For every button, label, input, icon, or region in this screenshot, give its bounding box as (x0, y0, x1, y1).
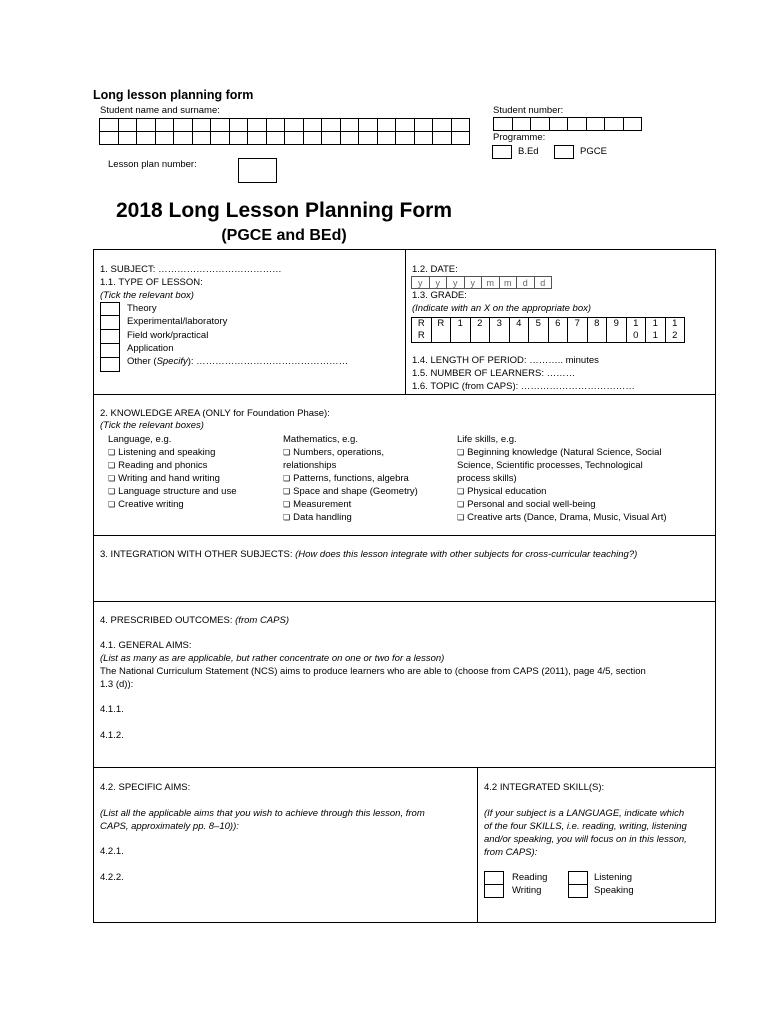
skills-note-3: and/or speaking, you will focus on in this lesson, (484, 834, 687, 845)
outcomes-heading (100, 614, 289, 627)
date-digit-box[interactable]: y (446, 276, 465, 289)
lang-listening[interactable]: ❏ Listening and speaking (108, 446, 236, 459)
grade-cell[interactable]: 9 (606, 317, 627, 330)
grade-cell[interactable]: 6 (548, 317, 569, 330)
writing-label: Writing (512, 885, 542, 896)
name-char-box[interactable] (377, 118, 397, 132)
lesson-plan-number-label: Lesson plan number: (108, 159, 197, 170)
ncs-statement-line-1: The National Curriculum Statement (NCS) aims to produce learners who are able to (choose from CAPS (2011), page 4/5, section (100, 666, 646, 677)
lesson-type-application: Application (127, 343, 174, 354)
name-char-box[interactable] (173, 131, 193, 145)
student-number-digit-box[interactable] (623, 117, 643, 131)
specific-aim-2[interactable]: 4.2.2. (100, 872, 124, 883)
lang-creative[interactable]: ❏ Creative writing (108, 498, 236, 511)
date-boxes[interactable] (412, 276, 552, 289)
general-aim-1[interactable]: 4.1.1. (100, 704, 124, 715)
life-beginning-knowledge[interactable]: ❏ Beginning knowledge (Natural Science, Social (457, 446, 667, 459)
life-personal[interactable]: ❏ Personal and social well-being (457, 498, 667, 511)
name-char-box[interactable] (173, 118, 193, 132)
grade-cell[interactable]: 1 (450, 317, 471, 330)
lesson-type-tick-note: (Tick the relevant box) (100, 290, 194, 301)
grade-note: (Indicate with an X on the appropriate box) (412, 303, 592, 314)
skills-note-4: from CAPS): (484, 847, 538, 858)
name-char-box[interactable] (340, 118, 360, 132)
grade-cell[interactable]: 4 (509, 317, 530, 330)
math-measurement[interactable]: ❏ Measurement (283, 498, 418, 511)
mathematics-list[interactable] (283, 433, 418, 524)
grade-cell[interactable] (431, 330, 452, 343)
name-char-box[interactable] (303, 118, 323, 132)
specific-aims-heading: 4.2. SPECIFIC AIMS: (100, 782, 191, 793)
math-patterns[interactable]: ❏ Patterns, functions, algebra (283, 472, 418, 485)
grade-cell[interactable]: 2 (665, 330, 686, 343)
name-char-box[interactable] (136, 131, 156, 145)
student-number-digit-box[interactable] (493, 117, 513, 131)
section-2-knowledge-area (93, 394, 716, 536)
subject-field[interactable]: 1. SUBJECT: ………………………………… (100, 264, 282, 275)
date-digit-box[interactable]: y (464, 276, 483, 289)
name-char-box[interactable] (99, 118, 119, 132)
name-char-box[interactable] (210, 131, 230, 145)
name-char-box[interactable] (99, 131, 119, 145)
section-3-integration[interactable] (93, 535, 716, 602)
general-aims-heading: 4.1. GENERAL AIMS: (100, 640, 192, 651)
name-char-box[interactable] (284, 131, 304, 145)
grade-cell[interactable] (528, 330, 549, 343)
grade-cell[interactable]: 3 (489, 317, 510, 330)
grade-cell[interactable] (606, 330, 627, 343)
name-char-box[interactable] (414, 131, 434, 145)
section-4-2-aims-skills (93, 767, 716, 923)
name-char-box[interactable] (210, 118, 230, 132)
name-char-box[interactable] (377, 131, 397, 145)
date-digit-box[interactable]: m (481, 276, 500, 289)
outcomes-title: 4. PRESCRIBED OUTCOMES: (100, 615, 233, 626)
name-char-box[interactable] (321, 118, 341, 132)
other-prefix: Other ( (127, 356, 157, 367)
grade-cell[interactable] (567, 330, 588, 343)
grade-cell[interactable]: 1 (665, 317, 686, 330)
integrated-skills-heading: 4.2 INTEGRATED SKILL(S): (484, 782, 605, 793)
grade-cell[interactable]: 8 (587, 317, 608, 330)
life-beginning-cont-1: Science, Scientific processes, Technological (457, 460, 643, 471)
lang-writing[interactable]: ❏ Writing and hand writing (108, 472, 236, 485)
programme-pgce-checkbox[interactable] (554, 145, 574, 159)
name-char-box[interactable] (395, 118, 415, 132)
life-beginning-cont-2: process skills) (457, 473, 517, 484)
listening-checkbox[interactable] (568, 871, 588, 885)
life-skills-list[interactable] (457, 433, 667, 524)
grade-cell[interactable] (509, 330, 530, 343)
name-char-box[interactable] (229, 131, 249, 145)
name-char-box[interactable] (155, 131, 175, 145)
life-skills-title: Life skills, e.g. (457, 434, 517, 445)
outcomes-note: (from CAPS) (235, 615, 289, 626)
date-digit-box[interactable]: y (429, 276, 448, 289)
topic-field[interactable]: 1.6. TOPIC (from CAPS): ……………………………… (412, 381, 635, 392)
listening-label: Listening (594, 872, 633, 883)
date-digit-box[interactable]: m (499, 276, 518, 289)
specific-aims-note-2: CAPS, approximately pp. 8–10)): (100, 821, 239, 832)
name-char-box[interactable] (358, 131, 378, 145)
other-suffix: ): ………………………………………… (187, 356, 349, 367)
form-subtitle: (PGCE and BEd) (221, 227, 347, 244)
skills-note-2: of the four SKILLS, i.e. reading, writing, listening (484, 821, 687, 832)
integration-heading (100, 548, 637, 561)
name-char-box[interactable] (118, 131, 138, 145)
writing-checkbox[interactable] (484, 884, 504, 898)
name-char-box[interactable] (395, 131, 415, 145)
grade-cell[interactable] (450, 330, 471, 343)
name-char-box[interactable] (451, 131, 471, 145)
grade-cell[interactable]: 0 (626, 330, 647, 343)
student-number-digit-box[interactable] (549, 117, 569, 131)
grade-cell[interactable]: 5 (528, 317, 549, 330)
name-char-box[interactable] (229, 118, 249, 132)
grade-cell[interactable]: R (411, 330, 432, 343)
grade-cell[interactable]: R (411, 317, 432, 330)
form-title: 2018 Long Lesson Planning Form (115, 199, 453, 222)
grade-cell[interactable]: 1 (645, 317, 666, 330)
math-numbers[interactable]: ❏ Numbers, operations, (283, 446, 418, 459)
grade-label: 1.3. GRADE: (412, 290, 467, 301)
name-char-box[interactable] (155, 118, 175, 132)
lang-structure[interactable]: ❏ Language structure and use (108, 485, 236, 498)
name-char-box[interactable] (284, 118, 304, 132)
general-aim-2[interactable]: 4.1.2. (100, 730, 124, 741)
name-char-box[interactable] (451, 118, 471, 132)
general-aims-note: (List as many as are applicable, but rather concentrate on one or two for a lesson) (100, 653, 445, 664)
grade-cell[interactable] (489, 330, 510, 343)
life-creative-arts[interactable]: ❏ Creative arts (Dance, Drama, Music, Visual Art) (457, 511, 667, 524)
section-4-outcomes[interactable] (93, 601, 716, 768)
programme-label: Programme: (493, 132, 546, 143)
student-number-digit-box[interactable] (586, 117, 606, 131)
programme-bed-checkbox[interactable] (492, 145, 512, 159)
grade-grid[interactable] (412, 316, 685, 343)
name-char-box[interactable] (136, 118, 156, 132)
programme-bed-label: B.Ed (518, 146, 539, 157)
name-char-box[interactable] (321, 131, 341, 145)
language-title: Language, e.g. (108, 434, 172, 445)
name-char-box[interactable] (192, 131, 212, 145)
student-number-boxes[interactable] (494, 117, 642, 131)
programme-pgce-label: PGCE (580, 146, 607, 157)
date-digit-box[interactable]: d (516, 276, 535, 289)
reading-label: Reading (512, 872, 548, 883)
name-char-box[interactable] (192, 118, 212, 132)
math-space[interactable]: ❏ Space and shape (Geometry) (283, 485, 418, 498)
integration-note: (How does this lesson integrate with other subjects for cross-curricular teaching?) (295, 549, 638, 560)
lesson-type-other[interactable] (127, 355, 348, 368)
grade-cell[interactable] (587, 330, 608, 343)
math-data[interactable]: ❏ Data handling (283, 511, 418, 524)
student-number-digit-box[interactable] (512, 117, 532, 131)
name-char-box[interactable] (432, 131, 452, 145)
speaking-checkbox[interactable] (568, 884, 588, 898)
name-char-box[interactable] (247, 131, 267, 145)
date-digit-box[interactable]: d (534, 276, 553, 289)
grade-cell[interactable]: 1 (645, 330, 666, 343)
lesson-type-label: 1.1. TYPE OF LESSON: (100, 277, 203, 288)
grade-cell[interactable] (470, 330, 491, 343)
student-name-label: Student name and surname: (100, 105, 220, 116)
grade-cell[interactable]: 7 (567, 317, 588, 330)
mathematics-title: Mathematics, e.g. (283, 434, 358, 445)
lesson-plan-number-box[interactable] (238, 158, 277, 183)
other-specify: Specify (156, 356, 188, 367)
ncs-statement-line-2: 1.3 (d)): (100, 679, 134, 690)
name-char-box[interactable] (303, 131, 323, 145)
student-number-digit-box[interactable] (567, 117, 587, 131)
lesson-type-experimental: Experimental/laboratory (127, 316, 228, 327)
specific-aim-1[interactable]: 4.2.1. (100, 846, 124, 857)
name-char-box[interactable] (247, 118, 267, 132)
learners-field[interactable]: 1.5. NUMBER OF LEARNERS: ……… (412, 368, 576, 379)
date-label: 1.2. DATE: (412, 264, 458, 275)
reading-checkbox[interactable] (484, 871, 504, 885)
name-char-box[interactable] (358, 118, 378, 132)
name-char-box[interactable] (266, 131, 286, 145)
student-name-boxes[interactable] (100, 118, 470, 145)
section-1-subject (93, 249, 716, 395)
lesson-type-fieldwork: Field work/practical (127, 330, 209, 341)
speaking-label: Speaking (594, 885, 634, 896)
grade-cell[interactable] (548, 330, 569, 343)
grade-cell[interactable]: 1 (626, 317, 647, 330)
student-number-digit-box[interactable] (530, 117, 550, 131)
grade-cell[interactable]: 2 (470, 317, 491, 330)
name-char-box[interactable] (340, 131, 360, 145)
grade-cell[interactable]: R (431, 317, 452, 330)
integration-title: 3. INTEGRATION WITH OTHER SUBJECTS: (100, 549, 293, 560)
lesson-type-theory: Theory (127, 303, 157, 314)
date-digit-box[interactable]: y (411, 276, 430, 289)
name-char-box[interactable] (118, 118, 138, 132)
name-char-box[interactable] (432, 118, 452, 132)
period-length-field[interactable]: 1.4. LENGTH OF PERIOD: ……….. minutes (412, 355, 599, 366)
form-header-title: Long lesson planning form (93, 88, 254, 102)
name-char-box[interactable] (414, 118, 434, 132)
student-number-digit-box[interactable] (604, 117, 624, 131)
student-number-label: Student number: (493, 105, 564, 116)
math-numbers-cont: relationships (283, 460, 337, 471)
life-physical[interactable]: ❏ Physical education (457, 485, 667, 498)
specific-aims-note-1: (List all the applicable aims that you wish to achieve through this lesson, from (100, 808, 425, 819)
name-char-box[interactable] (266, 118, 286, 132)
lang-reading[interactable]: ❏ Reading and phonics (108, 459, 236, 472)
knowledge-area-tick-note: (Tick the relevant boxes) (100, 420, 204, 431)
lesson-type-checkboxes[interactable] (100, 302, 120, 372)
skills-note-1: (If your subject is a LANGUAGE, indicate which (484, 808, 685, 819)
language-list[interactable] (108, 433, 236, 511)
knowledge-area-heading: 2. KNOWLEDGE AREA (ONLY for Foundation Phase): (100, 408, 330, 419)
